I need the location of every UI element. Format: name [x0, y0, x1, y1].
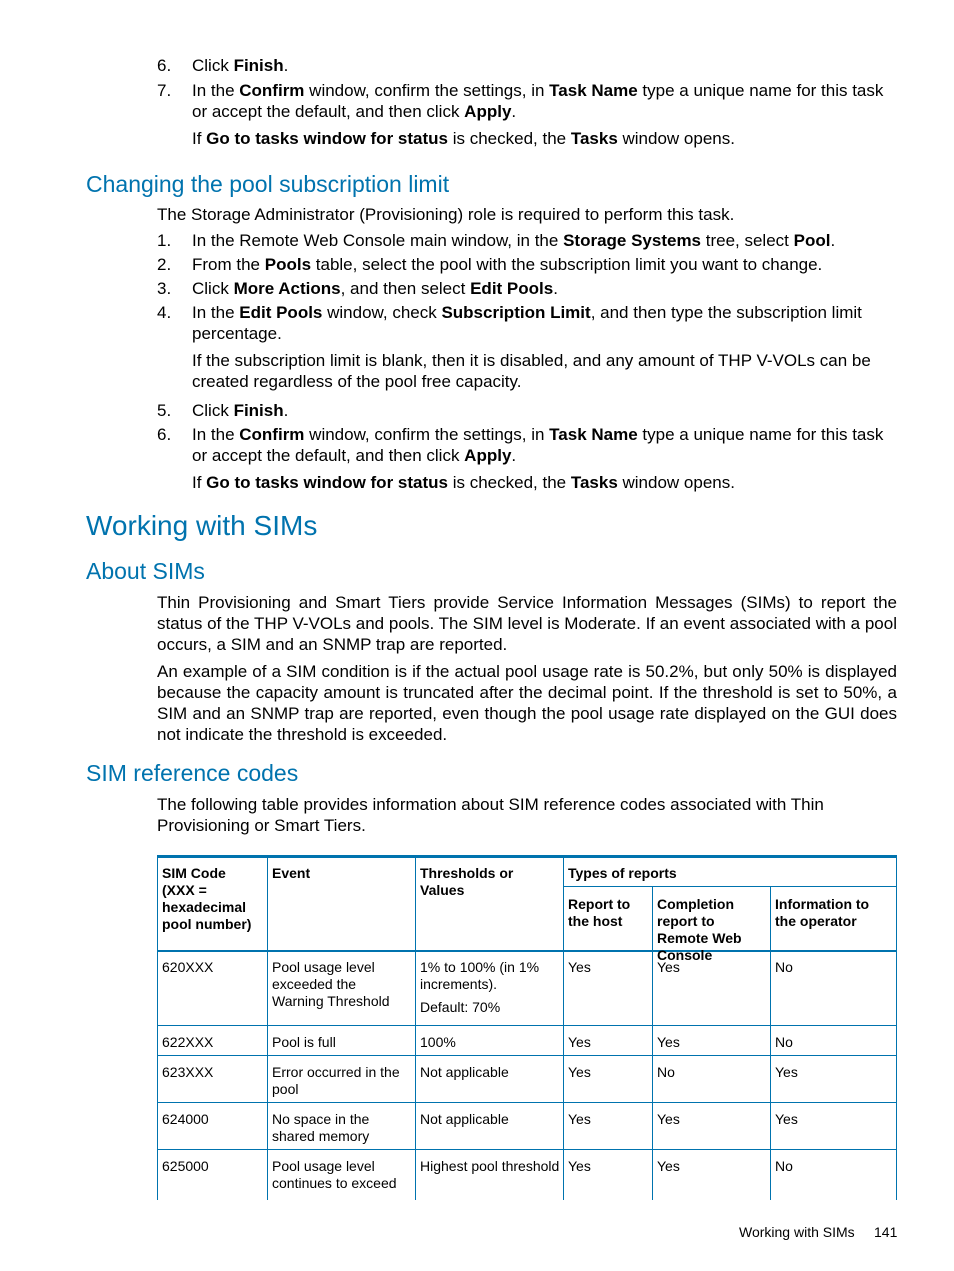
cell-code: 624000	[162, 1111, 209, 1127]
cell-host: Yes	[568, 1064, 591, 1080]
step-number: 3.	[157, 279, 172, 298]
footer-section-title: Working with SIMs	[739, 1224, 855, 1240]
step-number: 6.	[157, 56, 172, 75]
step-text: In the Confirm window, confirm the settings, in Task Name type a unique name for this task or accept the default, and then click Apply.	[192, 81, 884, 121]
table-border	[157, 1055, 897, 1056]
cell-code: 622XXX	[162, 1034, 214, 1050]
cell-thresholds: 100%	[420, 1034, 456, 1050]
cell-operator: No	[775, 1034, 793, 1050]
step-number: 2.	[157, 255, 172, 274]
cell-completion: Yes	[657, 1158, 680, 1174]
cell-event: Pool usage level continues to exceed	[272, 1158, 397, 1191]
step-number: 1.	[157, 231, 172, 250]
section-heading: Changing the pool subscription limit	[86, 171, 450, 197]
step-text: Click More Actions, and then select Edit Pools.	[192, 279, 558, 298]
step-text: Click Finish.	[192, 401, 289, 420]
table-border	[563, 886, 897, 887]
table-border	[157, 1149, 897, 1150]
cell-code: 620XXX	[162, 959, 214, 975]
step-text: From the Pools table, select the pool with the subscription limit you want to change.	[192, 255, 823, 274]
cell-code: 625000	[162, 1158, 209, 1174]
section-intro: The Storage Administrator (Provisioning) role is required to perform this task.	[157, 205, 735, 224]
header-information-operator: Information to the operator	[775, 896, 870, 929]
cell-thresholds: Not applicable	[420, 1064, 509, 1080]
table-border	[157, 950, 897, 952]
header-report-to-host: Report to the host	[568, 896, 631, 929]
cell-completion: Yes	[657, 1034, 680, 1050]
step-number: 4.	[157, 303, 172, 322]
step-text: In the Remote Web Console main window, in the Storage Systems tree, select Pool.	[192, 231, 836, 250]
cell-event: Pool is full	[272, 1034, 336, 1050]
cell-operator: Yes	[775, 1064, 798, 1080]
cell-host: Yes	[568, 1034, 591, 1050]
cell-thresholds: Not applicable	[420, 1111, 509, 1127]
cell-operator: Yes	[775, 1111, 798, 1127]
sim-codes-table	[157, 855, 897, 1200]
header-thresholds: Thresholds or Values	[420, 865, 514, 898]
header-event: Event	[272, 865, 311, 881]
step-note: If Go to tasks window for status is checked, the Tasks window opens.	[192, 129, 735, 148]
cell-host: Yes	[568, 1158, 591, 1174]
cell-thresholds: 1% to 100% (in 1% increments).	[420, 959, 540, 992]
step-text: Click Finish.	[192, 56, 289, 75]
about-heading: About SIMs	[86, 558, 205, 584]
step-number: 7.	[157, 81, 172, 100]
simref-intro: The following table provides information about SIM reference codes associated with Thin Provisioning or Smart Tiers.	[157, 795, 824, 835]
step-number: 6.	[157, 425, 172, 444]
step-number: 5.	[157, 401, 172, 420]
cell-event: Pool usage level exceeded the Warning Threshold	[272, 959, 390, 1009]
chapter-heading: Working with SIMs	[86, 510, 318, 541]
table-border	[157, 1025, 897, 1026]
cell-operator: No	[775, 1158, 793, 1174]
about-paragraph-2: An example of a SIM condition is if the actual pool usage rate is 50.2%, but only 50% is displayed because the capacity amount is truncated after the decimal point. If the threshold is set to 50%, a SIM and an SNMP trap are reported, even though the pool usage rate displayed on the GUI does not indicate the threshold is exceeded.	[157, 662, 897, 744]
table-border	[770, 886, 771, 1200]
cell-thresholds: Highest pool threshold	[420, 1158, 560, 1174]
step-text: In the Confirm window, confirm the settings, in Task Name type a unique name for this task or accept the default, and then click Apply.	[192, 425, 884, 465]
about-paragraph-1: Thin Provisioning and Smart Tiers provide Service Information Messages (SIMs) to report the status of the THP V-VOLs and pools. The SIM level is Moderate. If an event associated with a pool occurs, a SIM and an SNMP trap are reported.	[157, 593, 897, 654]
cell-completion: Yes	[657, 1111, 680, 1127]
page-number: 141	[874, 1224, 898, 1240]
cell-event: Error occurred in the pool	[272, 1064, 400, 1097]
header-completion-report: Completion report to Remote Web Console	[657, 896, 742, 963]
cell-operator: No	[775, 959, 793, 975]
simref-heading: SIM reference codes	[86, 760, 299, 786]
cell-completion: No	[657, 1064, 675, 1080]
cell-completion: Yes	[657, 959, 680, 975]
cell-host: Yes	[568, 959, 591, 975]
step-4-note: If the subscription limit is blank, then it is disabled, and any amount of THP V-VOLs can be created regardless of the pool free capacity.	[192, 351, 871, 391]
header-sim-code: SIM Code (XXX = hexadecimal pool number)	[162, 865, 252, 932]
header-types-of-reports: Types of reports	[568, 865, 677, 881]
cell-thresholds-default: Default: 70%	[420, 999, 501, 1015]
table-border	[157, 1102, 897, 1103]
cell-event: No space in the shared memory	[272, 1111, 370, 1144]
cell-code: 623XXX	[162, 1064, 214, 1080]
step-6-note: If Go to tasks window for status is checked, the Tasks window opens.	[192, 473, 735, 492]
step-text: In the Edit Pools window, check Subscription Limit, and then type the subscription limit percentage.	[192, 303, 862, 343]
cell-host: Yes	[568, 1111, 591, 1127]
table-border	[652, 886, 653, 1200]
